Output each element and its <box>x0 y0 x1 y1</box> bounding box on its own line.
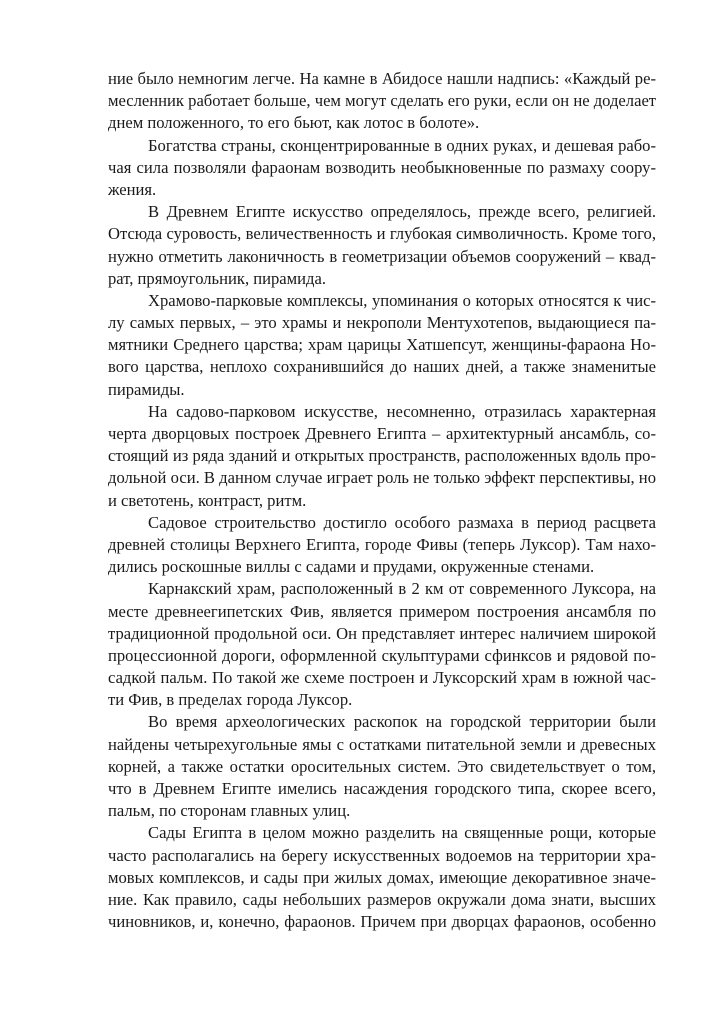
text-line: Карнакский храм, расположенный в 2 км от современного Луксора, на <box>148 579 656 599</box>
text-line: рат, прямоугольник, пирамида. <box>108 268 327 288</box>
text-line: месте древнеегипетских Фив, является примером построения ансамбля по <box>108 601 656 621</box>
paragraph <box>108 512 656 579</box>
text-line: традиционной продольной оси. Он представляет интерес наличием широкой <box>108 623 656 643</box>
text-line: процессионной дороги, оформленной скульптурами сфинксов и рядовой по- <box>108 645 656 665</box>
text-line: Отсюда суровость, величественность и глубокая символичность. Кроме того, <box>108 224 656 244</box>
text-line: Во время археологических раскопок на городской территории были <box>148 712 656 732</box>
text-line: что в Древнем Египте имелись насаждения городского типа, скорее всего, <box>108 779 656 798</box>
text-line: Храмово-парковые комплексы, упоминания о которых относятся к чис- <box>148 290 656 310</box>
paragraph <box>108 578 656 711</box>
text-line: жения. <box>108 179 157 199</box>
text-line: В Древнем Египте искусство определялось, прежде всего, религией. <box>148 202 656 222</box>
text-line: вого царства, неплохо сохранившийся до наших дней, а также знаменитые <box>108 357 656 377</box>
text-line: мовых комплексов, и сады при жилых домах, имеющие декоративное значе- <box>108 867 656 887</box>
text-line: чая сила позволяли фараонам возводить необыкновенные по размаху соору- <box>108 157 656 177</box>
paragraph <box>108 135 656 202</box>
text-line: нужно отметить лаконичность в геометризации объемов сооружений – квад- <box>108 246 656 266</box>
text-line: мятники Среднего царства; храм царицы Хатшепсут, женщины-фараона Но- <box>108 335 656 355</box>
body-text <box>108 68 656 933</box>
text-line: месленник работает больше, чем могут сделать его руки, если он не доделает <box>108 91 656 111</box>
text-line: ние. Как правило, сады небольших размеров окружали дома знати, высших <box>108 889 656 909</box>
paragraph <box>108 201 656 290</box>
text-line: часто располагались на берегу искусственных водоемов на территории хра- <box>108 845 656 865</box>
text-line: пирамиды. <box>108 379 185 399</box>
text-line: ти Фив, в пределах города Луксор. <box>108 690 353 710</box>
text-line: На садово-парковом искусстве, несомненно, отразилась характерная <box>148 401 656 421</box>
paragraph <box>108 822 656 933</box>
text-line: лу самых первых, – это храмы и некрополи Ментухотепов, выдающиеся па- <box>108 313 656 333</box>
text-line: Богатства страны, сконцентрированные в одних руках, и дешевая рабо- <box>148 135 656 155</box>
text-line: найдены четырехугольные ямы с остатками питательной земли и древесных <box>108 734 656 754</box>
text-line: чиновников, и, конечно, фараонов. Причем при дворцах фараонов, особенно <box>108 912 656 932</box>
text-line: древней столицы Верхнего Египта, городе Фивы (теперь Луксор). Там нахо- <box>108 534 656 554</box>
text-line: и светотень, контраст, ритм. <box>108 490 307 510</box>
paragraph <box>108 401 656 512</box>
text-line: стоящий из ряда зданий и открытых пространств, расположенных вдоль про- <box>108 446 656 466</box>
text-line: днем положенного, то его бьют, как лотос в болоте». <box>108 113 480 133</box>
paragraph <box>108 290 656 401</box>
text-line: Сады Египта в целом можно разделить на священные рощи, которые <box>148 823 656 843</box>
text-line: дольной оси. В данном случае играет роль не только эффект перспективы, но <box>108 468 656 488</box>
text-line: Садовое строительство достигло особого размаха в период расцвета <box>148 512 656 532</box>
paragraph <box>108 68 656 135</box>
text-line: черта дворцовых построек Древнего Египта – архитектурный ансамбль, со- <box>108 424 656 443</box>
text-line: садкой пальм. По такой же схеме построен и Луксорский храм в южной час- <box>108 668 656 688</box>
text-line: пальм, по сторонам главных улиц. <box>108 801 351 821</box>
text-line: ние было немногим легче. На камне в Абидосе нашли надпись: «Каждый ре- <box>108 69 656 88</box>
text-line: дились роскошные виллы с садами и прудами, окруженные стенами. <box>108 557 595 577</box>
paragraph <box>108 711 656 822</box>
text-line: корней, а также остатки оросительных систем. Это свидетельствует о том, <box>108 756 656 776</box>
